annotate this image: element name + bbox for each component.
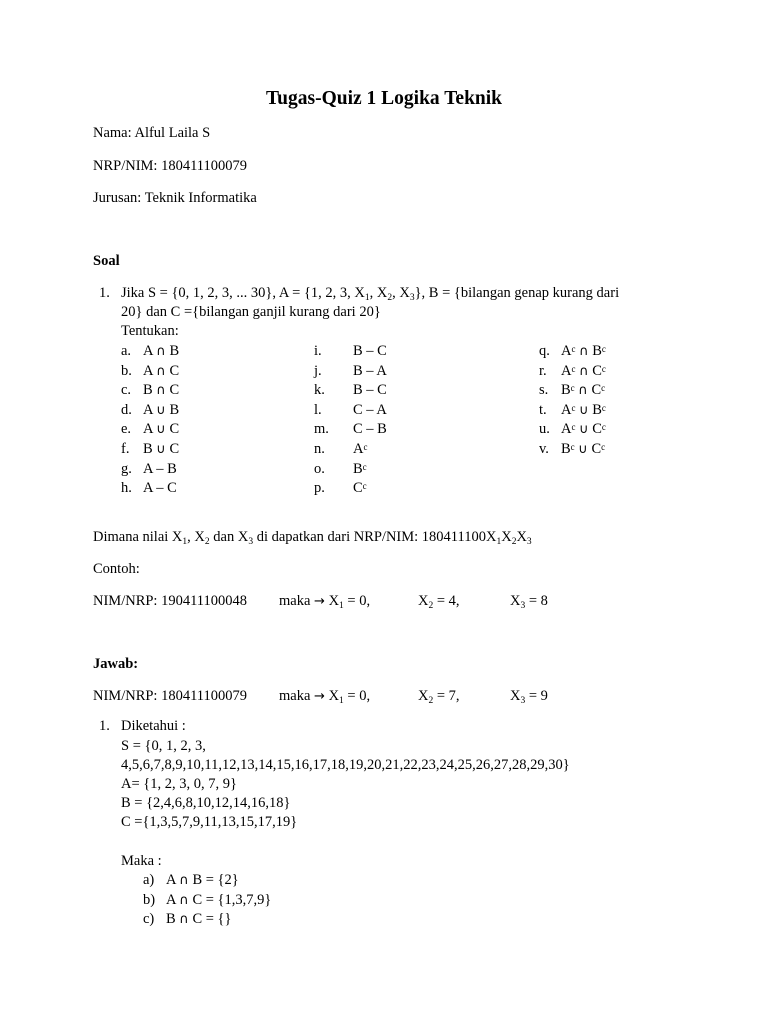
option-item <box>539 381 605 401</box>
option-letter: r. <box>539 362 547 379</box>
option-item <box>314 420 387 440</box>
option-item <box>121 342 179 362</box>
option-expression: $A^c$ <box>353 441 368 457</box>
answer-number: 1. <box>99 718 110 734</box>
option-expression: B ∩ C <box>143 382 180 399</box>
option-item <box>121 362 179 382</box>
answer-letter: c) <box>143 911 155 927</box>
jawab-x3: $X_3 = 9$ <box>510 688 548 706</box>
option-letter: j. <box>314 362 322 379</box>
option-expression: $C^c$ <box>353 480 367 497</box>
option-letter: b. <box>121 362 132 379</box>
option-expression: $A^c$ ∪ $B^c$ <box>561 401 606 418</box>
option-letter: s. <box>539 382 549 399</box>
s-set-line2: 4,5,6,7,8,9,10,11,12,13,14,15,16,17,18,19,20,21,22,23,24,25,26,27,28,29,30} <box>121 757 570 773</box>
right-arrow-icon: → <box>314 594 325 609</box>
contoh-x2: $X_2 = 4$, <box>418 593 460 611</box>
option-letter: g. <box>121 460 132 477</box>
option-letter: c. <box>121 382 132 399</box>
option-letter: p. <box>314 480 325 497</box>
option-expression: $A^c$ ∩ $C^c$ <box>561 362 606 379</box>
jurusan-line: Jurusan: Teknik Informatika <box>93 190 257 206</box>
option-item <box>121 381 179 401</box>
option-expression: B – A <box>353 362 387 379</box>
option-expression: $B^c$ ∩ $C^c$ <box>561 382 606 399</box>
option-letter: v. <box>539 441 549 457</box>
s-set-line1: S = {0, 1, 2, 3, <box>121 738 206 754</box>
contoh-label: Contoh: <box>93 561 140 577</box>
option-expression: $A^c$ ∪ $C^c$ <box>561 421 606 438</box>
answer-expression: A ∩ B = {2} <box>166 872 239 888</box>
option-expression: $B^c$ <box>353 460 367 477</box>
answer-letter: b) <box>143 891 156 908</box>
option-letter: n. <box>314 441 325 457</box>
option-expression: $A^c$ ∩ $B^c$ <box>561 343 606 359</box>
option-expression: A ∩ B <box>143 343 180 359</box>
option-item <box>121 401 179 421</box>
option-letter: q. <box>539 343 550 359</box>
b-set: B = {2,4,6,8,10,12,14,16,18} <box>121 795 291 811</box>
option-expression: A – C <box>143 480 177 497</box>
option-item <box>314 479 367 499</box>
nama-line: Nama: Alful Laila S <box>93 125 211 141</box>
right-arrow-icon: → <box>314 689 325 704</box>
option-letter: t. <box>539 401 547 418</box>
option-letter: k. <box>314 382 325 399</box>
question-text-line1: Jika S = {0, 1, 2, 3, ... 30}, A = {1, 2, 3, $X_1$, $X_2$, $X_3$}, B = {bilangan genap kurang dari <box>121 285 620 303</box>
option-letter: f. <box>121 441 130 457</box>
option-letter: u. <box>539 421 550 438</box>
option-item <box>121 420 179 440</box>
option-letter: i. <box>314 343 322 359</box>
contoh-maka: maka → $X_1 = 0$, <box>279 593 371 611</box>
option-letter: o. <box>314 460 325 477</box>
option-expression: $B^c$ ∪ $C^c$ <box>561 441 606 457</box>
option-expression: A – B <box>143 460 177 477</box>
jawab-maka: maka → $X_1 = 0$, <box>279 688 371 706</box>
option-letter: d. <box>121 401 132 418</box>
option-letter: m. <box>314 421 329 438</box>
tentukan-label: Tentukan: <box>121 323 179 339</box>
jawab-x1: $X_1 = 0$, <box>328 688 371 706</box>
answer-letter: a) <box>143 872 155 888</box>
answer-expression: B ∩ C = {} <box>166 911 232 927</box>
a-set: A= {1, 2, 3, 0, 7, 9} <box>121 776 237 792</box>
page-title: Tugas-Quiz 1 Logika Teknik <box>265 88 503 109</box>
option-expression: A ∩ C <box>143 362 180 379</box>
option-expression: B – C <box>353 382 387 399</box>
option-item <box>314 342 387 362</box>
soal-heading: Soal <box>93 253 120 269</box>
option-expression: C – A <box>353 401 387 418</box>
nrp-line: NRP/NIM: 180411100079 <box>93 158 248 174</box>
option-item <box>314 440 367 460</box>
answer-item <box>143 871 239 891</box>
option-letter: a. <box>121 343 132 359</box>
option-item <box>314 362 387 382</box>
diketahui-label: Diketahui : <box>121 718 186 734</box>
option-item <box>539 420 606 440</box>
option-letter: e. <box>121 421 132 438</box>
option-expression: A ∪ B <box>143 401 180 418</box>
option-item <box>539 440 605 460</box>
question-text-line2: 20} dan C ={bilangan ganjil kurang dari 20} <box>121 304 381 320</box>
c-set: C ={1,3,5,7,9,11,13,15,17,19} <box>121 814 298 830</box>
option-expression: C – B <box>353 421 387 438</box>
answer-item <box>143 910 231 930</box>
option-expression: B ∪ C <box>143 441 180 457</box>
option-item <box>121 440 179 460</box>
option-item <box>121 460 177 480</box>
option-item <box>539 342 606 362</box>
answer-expression: A ∩ C = {1,3,7,9} <box>166 891 272 908</box>
option-letter: h. <box>121 480 132 497</box>
option-item <box>539 362 606 382</box>
question-number: 1. <box>99 285 110 301</box>
jawab-heading: Jawab: <box>93 656 139 672</box>
option-item <box>539 401 606 421</box>
option-letter: l. <box>314 401 322 418</box>
dimana-line: Dimana nilai $X_1$, $X_2$ dan $X_3$ di dapatkan dari NRP/NIM: $180411100X_1X_2X_3$ <box>93 529 532 547</box>
option-item <box>314 401 387 421</box>
answer-item <box>143 891 271 911</box>
maka-label: Maka : <box>121 853 162 869</box>
contoh-x3: $X_3 = 8$ <box>510 593 548 611</box>
option-item <box>314 381 387 401</box>
option-expression: B – C <box>353 343 387 359</box>
option-item <box>314 460 367 480</box>
jawab-x2: $X_2 = 7$, <box>418 688 460 706</box>
contoh-nim: NIM/NRP: 190411100048 <box>93 593 248 609</box>
option-item <box>121 479 177 499</box>
jawab-nim: NIM/NRP: 180411100079 <box>93 688 248 704</box>
option-expression: A ∪ C <box>143 421 180 438</box>
contoh-x1: $X_1 = 0$, <box>328 593 371 611</box>
